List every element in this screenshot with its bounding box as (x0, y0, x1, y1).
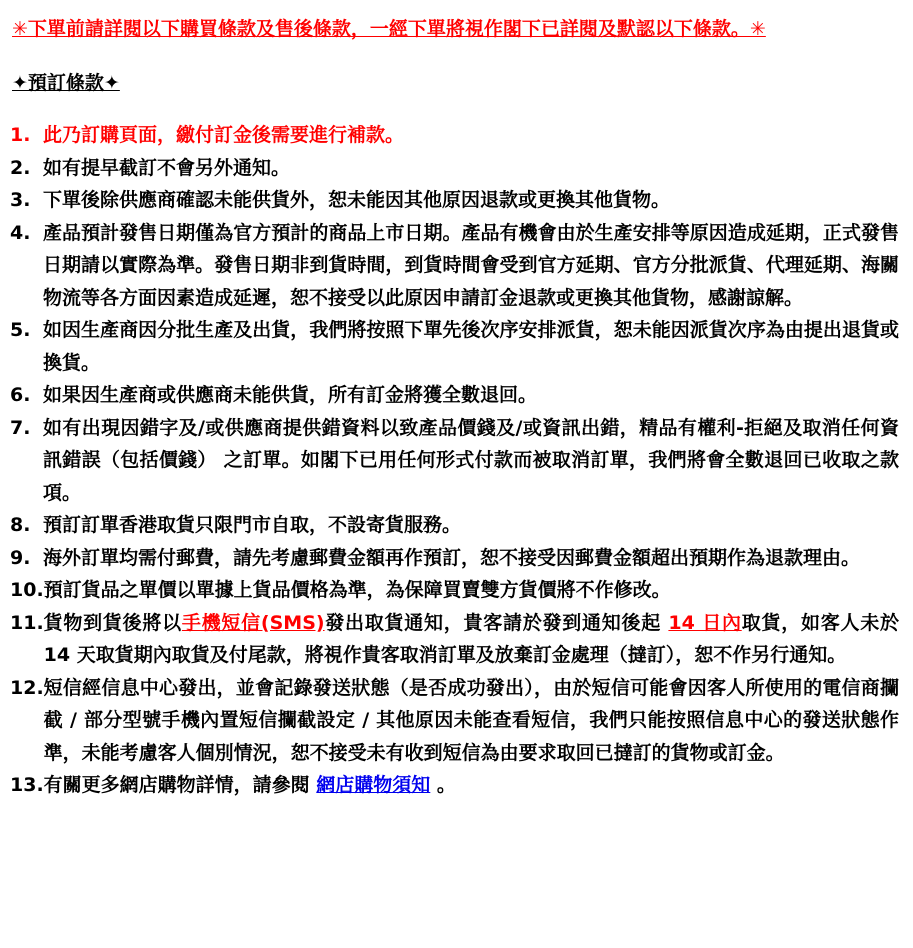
section-header-preorder-terms: ✦預訂條款✦ (12, 71, 120, 94)
term-item (10, 672, 899, 770)
term-item (10, 509, 899, 542)
term-number: 7. (10, 416, 31, 439)
term-text (44, 672, 899, 770)
term-segment: 如有出現因錯字及/或供應商提供錯資料以致產品價錢及/或資訊出錯，精品有權利-拒絕及取消任何資訊錯誤（包括價錢） 之訂單。如閣下已用任何形式付款而被取消訂單，我們將會全數退回已收取之款項。 (43, 416, 899, 504)
term-number: 11. (10, 611, 44, 634)
notice-title: ✳下單前請詳閱以下購買條款及售後條款，一經下單將視作閣下已詳閱及默認以下條款。✳ (12, 18, 766, 40)
term-text (43, 509, 899, 542)
term-item (10, 184, 899, 217)
term-segment: 如有提早截訂不會另外通知。 (43, 156, 291, 179)
term-segment: 海外訂單均需付郵費，請先考慮郵費金額再作預訂，恕不接受因郵費金額超出預期作為退款理由。 (43, 546, 861, 569)
term-segment: 取貨，如客人未於 14 天取貨期內取貨及付尾款，將視作貴客取消訂單及放棄訂金處理（撻訂），恕不作另行通知。 (43, 611, 899, 667)
term-text (43, 412, 899, 510)
term-segment: 貨物到貨後將以 (43, 611, 182, 634)
term-text (43, 314, 899, 379)
term-segment: 。 (430, 774, 456, 797)
term-item (10, 769, 899, 802)
term-item (10, 412, 899, 510)
term-segment: 產品預計發售日期僅為官方預計的商品上市日期。產品有機會由於生產安排等原因造成延期，正式發售日期請以實際為準。發售日期非到貨時間，到貨時間會受到官方延期、官方分批派貨、代理延期、海關物流等各方面因素造成延遲，恕不接受以此原因申請訂金退款或更換其他貨物，感謝諒解。 (43, 221, 899, 309)
terms-list (10, 119, 899, 802)
term-text (43, 542, 899, 575)
term-number: 13. (10, 774, 44, 797)
term-item (10, 314, 899, 379)
term-text (44, 769, 899, 802)
term-number: 3. (10, 189, 31, 212)
term-item (10, 542, 899, 575)
term-number: 6. (10, 384, 31, 407)
term-text (44, 574, 899, 607)
term-segment: 預訂貨品之單價以單據上貨品價格為準，為保障買賣雙方貨價將不作修改。 (43, 579, 671, 602)
term-segment: 如因生產商因分批生產及出貨，我們將按照下單先後次序安排派貨，恕未能因派貨次序為由提出退貨或換貨。 (43, 319, 899, 374)
term-segment: 手機短信(SMS) (181, 611, 325, 634)
term-segment: 14 日內 (668, 611, 742, 634)
term-segment: 有關更多網店購物詳情，請參閱 (43, 774, 317, 797)
term-text (43, 217, 899, 315)
term-item (10, 217, 899, 315)
term-number: 10. (10, 579, 44, 602)
term-text (43, 119, 899, 152)
term-segment: 此乃訂購頁面，繳付訂金後需要進行補款。 (43, 124, 405, 147)
term-item (10, 574, 899, 607)
term-number: 2. (10, 156, 31, 179)
term-segment: 預訂訂單香港取貨只限門市自取，不設寄貨服務。 (43, 514, 462, 537)
term-segment: 短信經信息中心發出，並會記錄發送狀態（是否成功發出），由於短信可能會因客人所使用的電信商攔截 / 部分型號手機內置短信攔截設定 / 其他原因未能查看短信，我們只能按照信息中心的發送狀態作準，未能考慮客人個別情況，恕不接受未有收到短信為由要求取回已撻訂的貨物或訂金。 (43, 676, 899, 764)
term-text (44, 607, 899, 672)
term-item (10, 607, 899, 672)
term-text (43, 184, 899, 217)
term-number: 1. (10, 124, 31, 147)
term-number: 8. (10, 514, 31, 537)
term-number: 9. (10, 546, 31, 569)
term-item (10, 119, 899, 152)
term-number: 4. (10, 221, 31, 244)
term-number: 12. (10, 676, 44, 699)
term-segment: 如果因生產商或供應商未能供貨，所有訂金將獲全數退回。 (43, 384, 538, 407)
term-segment: 發出取貨通知，貴客請於發到通知後起 (324, 611, 669, 634)
term-item (10, 379, 899, 412)
term-text (43, 379, 899, 412)
term-text (43, 152, 899, 185)
term-number: 5. (10, 319, 31, 342)
term-item (10, 152, 899, 185)
shop-guide-link[interactable]: 網店購物須知 (316, 774, 431, 797)
term-segment: 下單後除供應商確認未能供貨外，恕未能因其他原因退款或更換其他貨物。 (43, 189, 671, 212)
